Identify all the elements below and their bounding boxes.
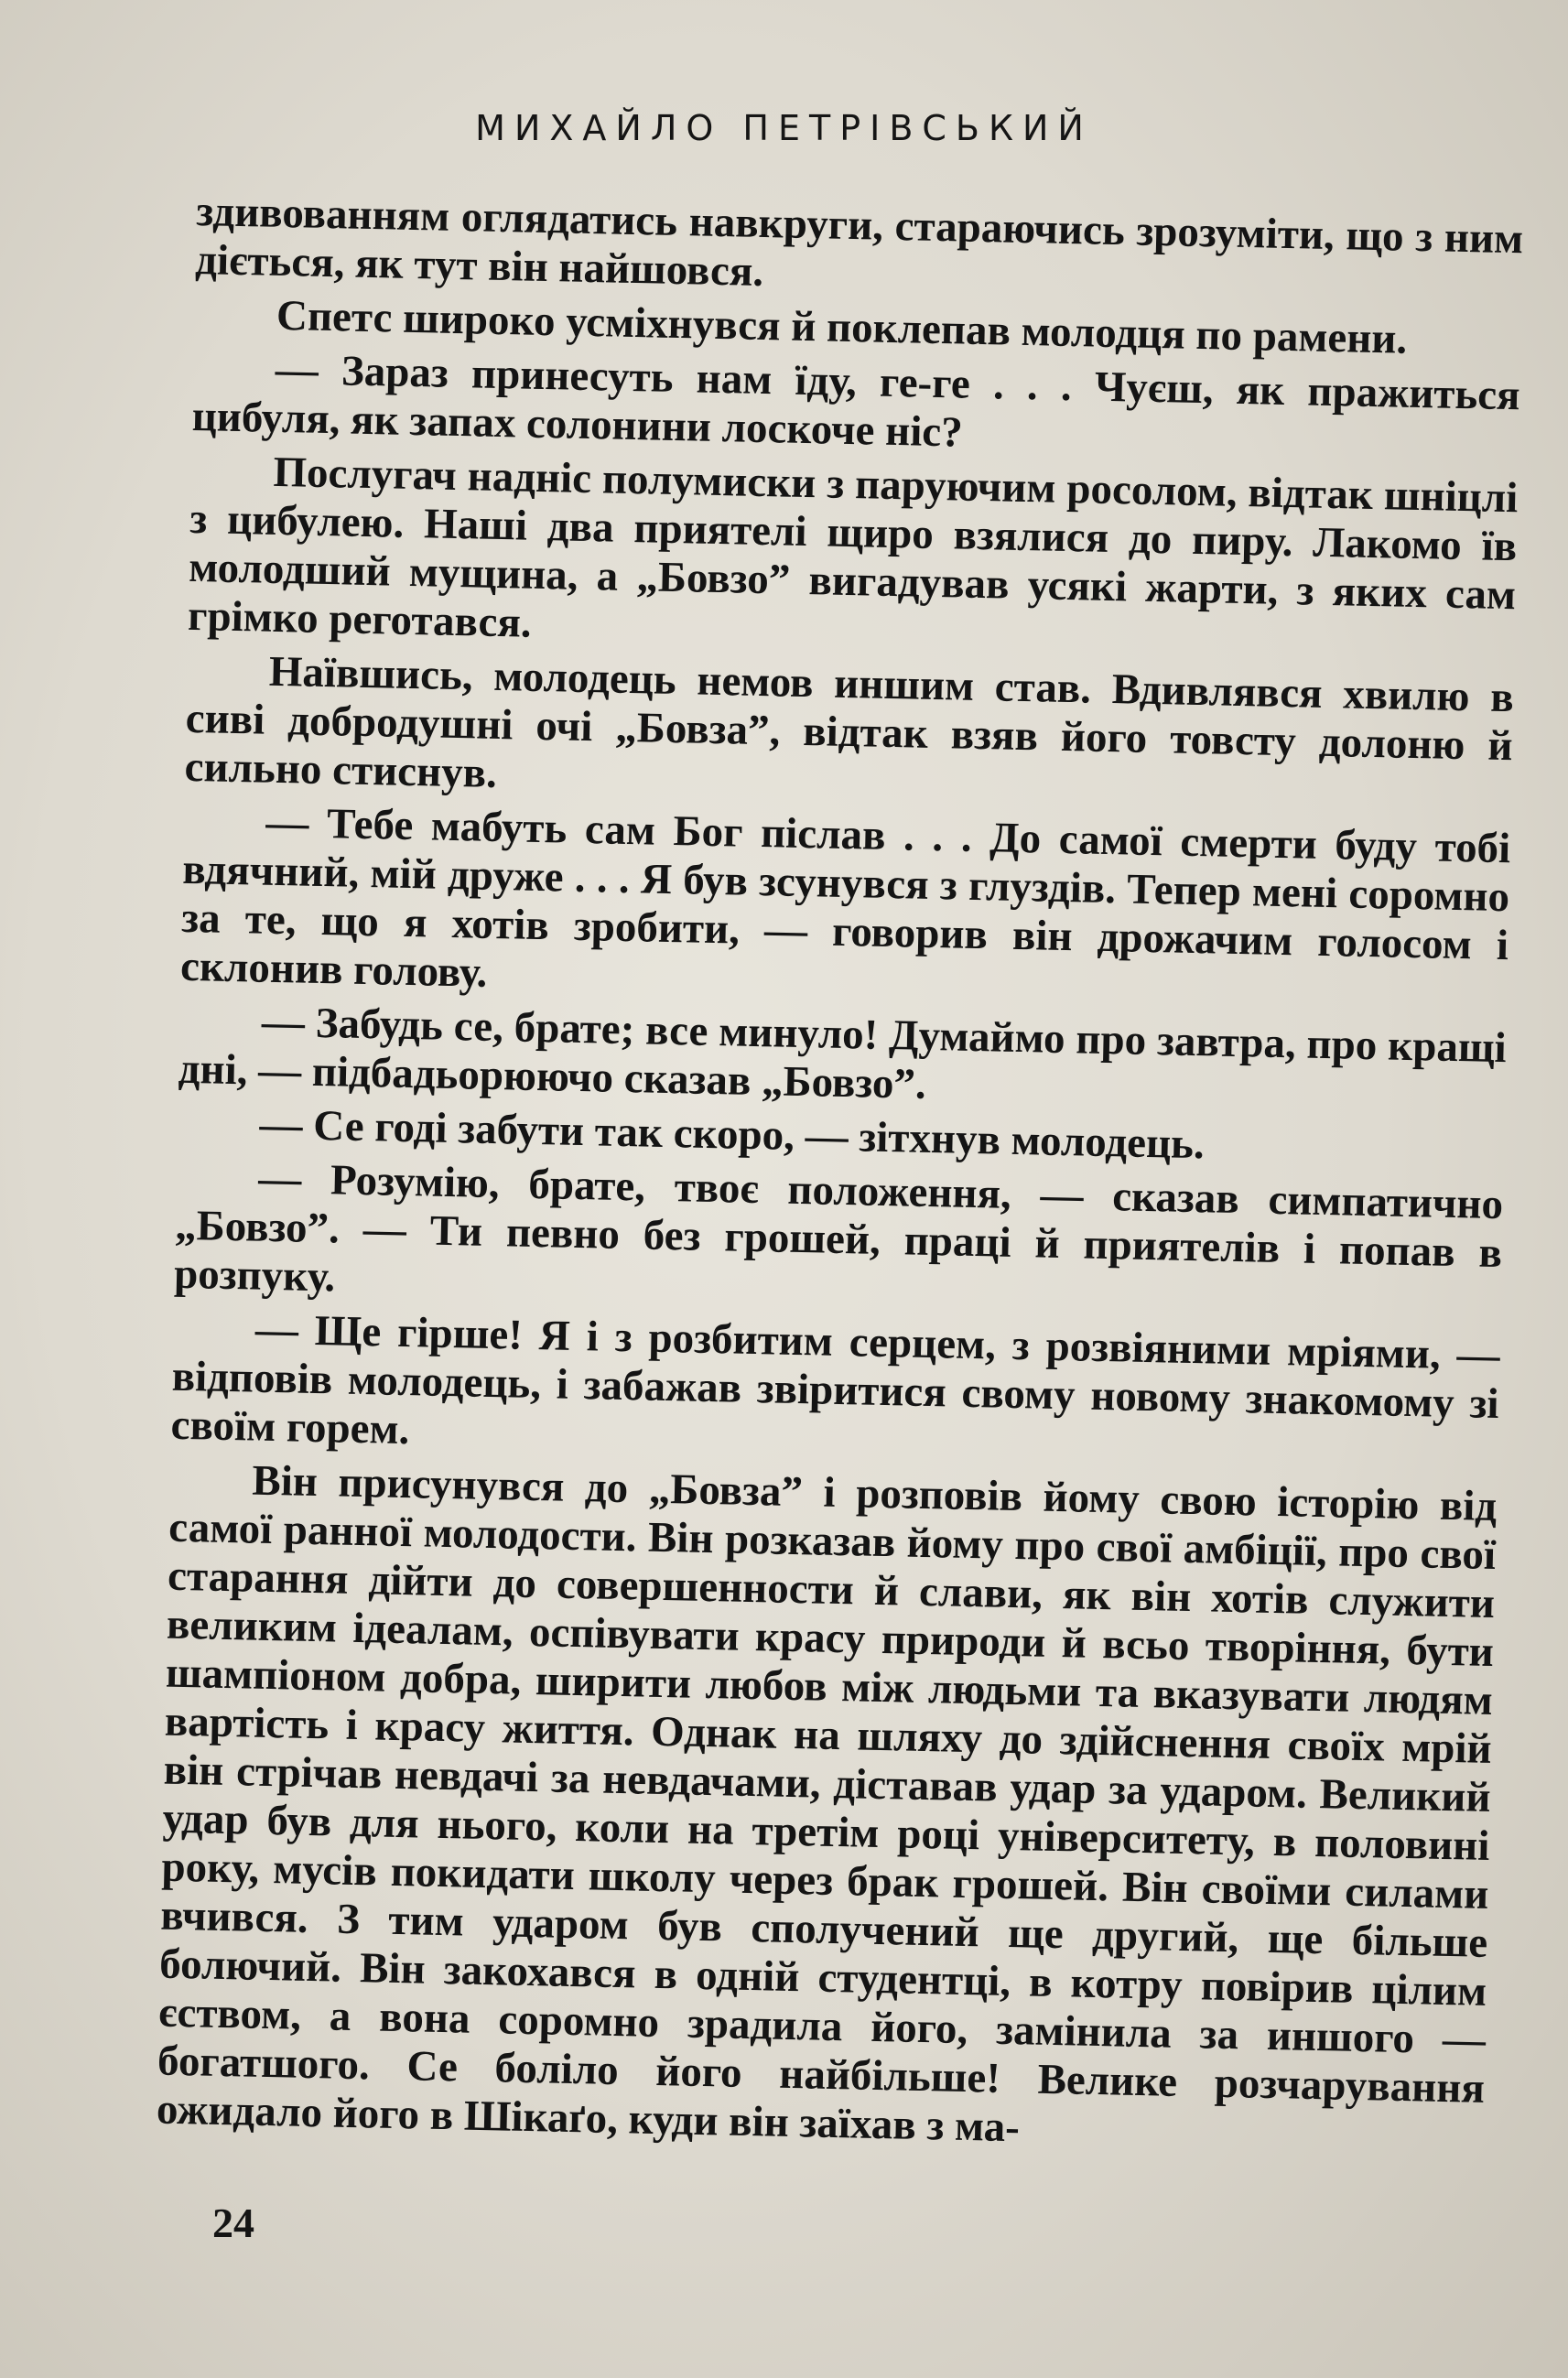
dialogue-paragraph: — Тебе мабуть сам Бог післав . . . До самої смерти буду тобі вдячний, мій друже . . . Я був зсунувся з глуздів. Тепер мені соромно за те, що я хотів зробити, — говорив він дрожачим голосом і склонив голову. [179, 798, 1511, 997]
paragraph-continuation: здивованням оглядатись навкруги, стараючись зрозуміти, що з ним діється, як тут він найшовся. [194, 188, 1524, 296]
paragraph: Спетс широко усміхнувся й поклепав молодця по рамени. [276, 291, 1408, 363]
paragraph: Він присунувся до „Бовза” і розповів йому свою історію від самої ранної молодости. Він розказав йому про свої амбіції, про свої старання дійти до совершенности й слави, як він хотів служити великим ідеалам, оспівувати красу природи й всьо творіння, бути шампіоном добра, ширити любов між людьми та вказувати людям вартість і красу життя. Однак на шляху до здійснення своїх мрій він стрічав невдачі за невдачами, діставав удар за ударом. Великий удар був для нього, коли на третім році університету, в половині року, мусів покидати школу через брак грошей. Він своїми силами вчився. З тим ударом був сполучений ще другий, ще більше болючий. Він закохався в одній студентці, в котру повірив цілим єством, а вона соромно зрадила його, замінила за иншого — богатшого. Се боліло його найбільше! Велике розчарування ожидало його в Шікаґо, куди він заїхав з ма- [156, 1456, 1498, 2152]
paragraph: Послугач надніс полумиски з паруючим росолом, відтак шніцлі з цибулею. Наші два приятелі щиро взялися до пиру. Лакомо їв молодший мущина, а „Бовзо” вигадував усякі жарти, з яких сам грімко реготався. [187, 448, 1519, 647]
page-number: 24 [212, 2200, 254, 2246]
dialogue-paragraph: — Се годі забути так скоро, — зітхнув молодець. [259, 1100, 1206, 1169]
paragraph: Наївшись, молодець немов иншим став. Вдивлявся хвилю в сиві добродушні очі „Бовза”, відтак взяв його товсту долоню й сильно стиснув. [184, 647, 1515, 797]
running-head-author: МИХАЙЛО ПЕТРІВСЬКИЙ [475, 108, 1093, 148]
dialogue-paragraph: — Розумію, брате, твоє положення, — сказав симпатично „Бовзо”. — Ти певно без грошей, праці й приятелів і попав в розпуку. [173, 1154, 1504, 1302]
dialogue-paragraph: — Ще гірше! Я і з розбитим серцем, з розвіяними мріями, — відповів молодець, і забажав звіритися свому новому знакомому зі своїм горем. [170, 1305, 1501, 1454]
dialogue-paragraph: — Забудь се, брате; все минуло! Думаймо про завтра, про кращі дні, — підбадьорюючо сказав „Бовзо”. [178, 998, 1508, 1108]
body-text [156, 188, 1523, 2162]
dialogue-paragraph: — Зараз принесуть нам їду, ге-ге . . . Чуєш, як пражиться цибуля, як запах солонини лоскоче ніс? [191, 345, 1521, 457]
